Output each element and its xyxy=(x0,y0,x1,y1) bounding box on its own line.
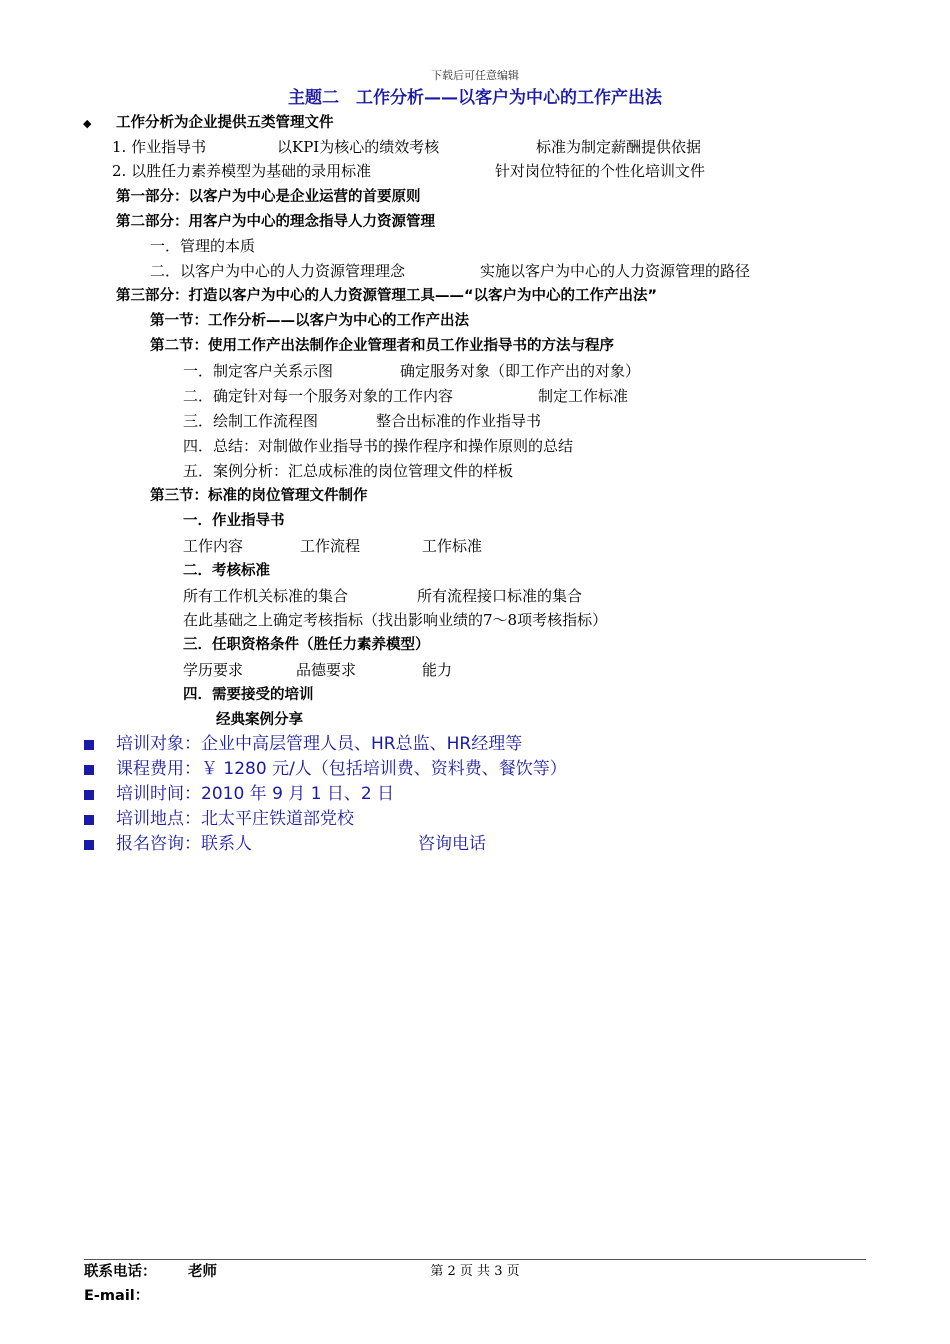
square-bullet-icon xyxy=(84,740,94,750)
section3-heading: 第三节：标准的岗位管理文件制作 xyxy=(150,488,368,504)
section1-heading: 第一节：工作分析——以客户为中心的工作产出法 xyxy=(150,313,469,329)
part3-heading: 第三部分：打造以客户为中心的人力资源管理工具——“以客户为中心的工作产出法” xyxy=(116,288,658,304)
section3-sub1-b: 工作流程 xyxy=(300,537,361,555)
section3-sub3: 三．任职资格条件（胜任力素养模型） xyxy=(183,637,430,653)
section3-sub1-c: 工作标准 xyxy=(422,537,483,555)
section3-sub1: 一．作业指导书 xyxy=(183,513,285,529)
section3-sub2: 二．考核标准 xyxy=(183,563,270,579)
page-title: 主题二 工作分析——以客户为中心的工作产出法 xyxy=(288,88,662,108)
section2-item2-a: 二．确定针对每一个服务对象的工作内容 xyxy=(183,387,454,405)
section3-sub2-b: 所有流程接口标准的集合 xyxy=(417,587,583,605)
footer-teacher: 老师 xyxy=(188,1264,217,1280)
square-bullet-icon xyxy=(84,840,94,850)
intro-item2-a: 2. 以胜任力素养模型为基础的录用标准 xyxy=(112,162,372,180)
section3-sub4: 四．需要接受的培训 xyxy=(183,687,314,703)
intro-item1-b: 以KPI为核心的绩效考核 xyxy=(277,138,440,156)
intro-item2-b: 针对岗位特征的个性化培训文件 xyxy=(495,162,706,180)
square-bullet-icon xyxy=(84,815,94,825)
part2-item2-a: 二．以客户为中心的人力资源管理理念 xyxy=(150,262,406,280)
intro-item1-a: 1. 作业指导书 xyxy=(112,138,207,156)
section2-item4: 四．总结：对制做作业指导书的操作程序和操作原则的总结 xyxy=(183,437,574,455)
info-audience: 培训对象：企业中高层管理人员、HR总监、HR经理等 xyxy=(116,734,523,754)
section2-item1-b: 确定服务对象（即工作产出的对象） xyxy=(400,362,641,380)
info-contact-person: 报名咨询：联系人 xyxy=(116,834,252,854)
intro-item1-c: 标准为制定薪酬提供依据 xyxy=(536,138,702,156)
footer-page-number: 第 2 页 共 3 页 xyxy=(430,1264,520,1279)
section3-sub1-a: 工作内容 xyxy=(183,537,244,555)
intro-heading: 工作分析为企业提供五类管理文件 xyxy=(116,115,334,131)
section3-sub3-a: 学历要求 xyxy=(183,661,244,679)
section3-sub5: 经典案例分享 xyxy=(216,712,303,728)
section3-sub3-b: 品德要求 xyxy=(296,661,357,679)
section2-item3-a: 三．绘制工作流程图 xyxy=(183,412,319,430)
part2-item1: 一．管理的本质 xyxy=(150,237,256,255)
section2-item2-b: 制定工作标准 xyxy=(538,387,629,405)
info-fee: 课程费用：￥ 1280 元/人（包括培训费、资料费、餐饮等） xyxy=(116,759,567,779)
header-note: 下载后可任意编辑 xyxy=(431,69,519,82)
section2-item1-a: 一．制定客户关系示图 xyxy=(183,362,334,380)
section2-item3-b: 整合出标准的作业指导书 xyxy=(376,412,542,430)
footer-phone-label: 联系电话： xyxy=(84,1264,157,1280)
part1-heading: 第一部分：以客户为中心是企业运营的首要原则 xyxy=(116,189,421,205)
section3-sub2-a: 所有工作机关标准的集合 xyxy=(183,587,349,605)
section2-item5: 五．案例分析：汇总成标准的岗位管理文件的样板 xyxy=(183,462,514,480)
part2-item2-b: 实施以客户为中心的人力资源管理的路径 xyxy=(480,262,751,280)
section3-sub3-c: 能力 xyxy=(422,661,453,679)
section2-heading: 第二节：使用工作产出法制作企业管理者和员工作业指导书的方法与程序 xyxy=(150,338,614,354)
diamond-bullet-icon: ◆ xyxy=(83,117,92,130)
info-contact-phone: 咨询电话 xyxy=(418,834,486,854)
square-bullet-icon xyxy=(84,790,94,800)
info-time: 培训时间：2010 年 9 月 1 日、2 日 xyxy=(116,784,395,804)
info-place: 培训地点：北太平庄铁道部党校 xyxy=(116,809,354,829)
part2-heading: 第二部分：用客户为中心的理念指导人力资源管理 xyxy=(116,214,435,230)
footer-divider xyxy=(84,1259,866,1260)
section3-sub2-c: 在此基础之上确定考核指标（找出影响业绩的7～8项考核指标） xyxy=(183,611,608,629)
square-bullet-icon xyxy=(84,765,94,775)
footer-email-label: E-mail： xyxy=(84,1288,150,1304)
